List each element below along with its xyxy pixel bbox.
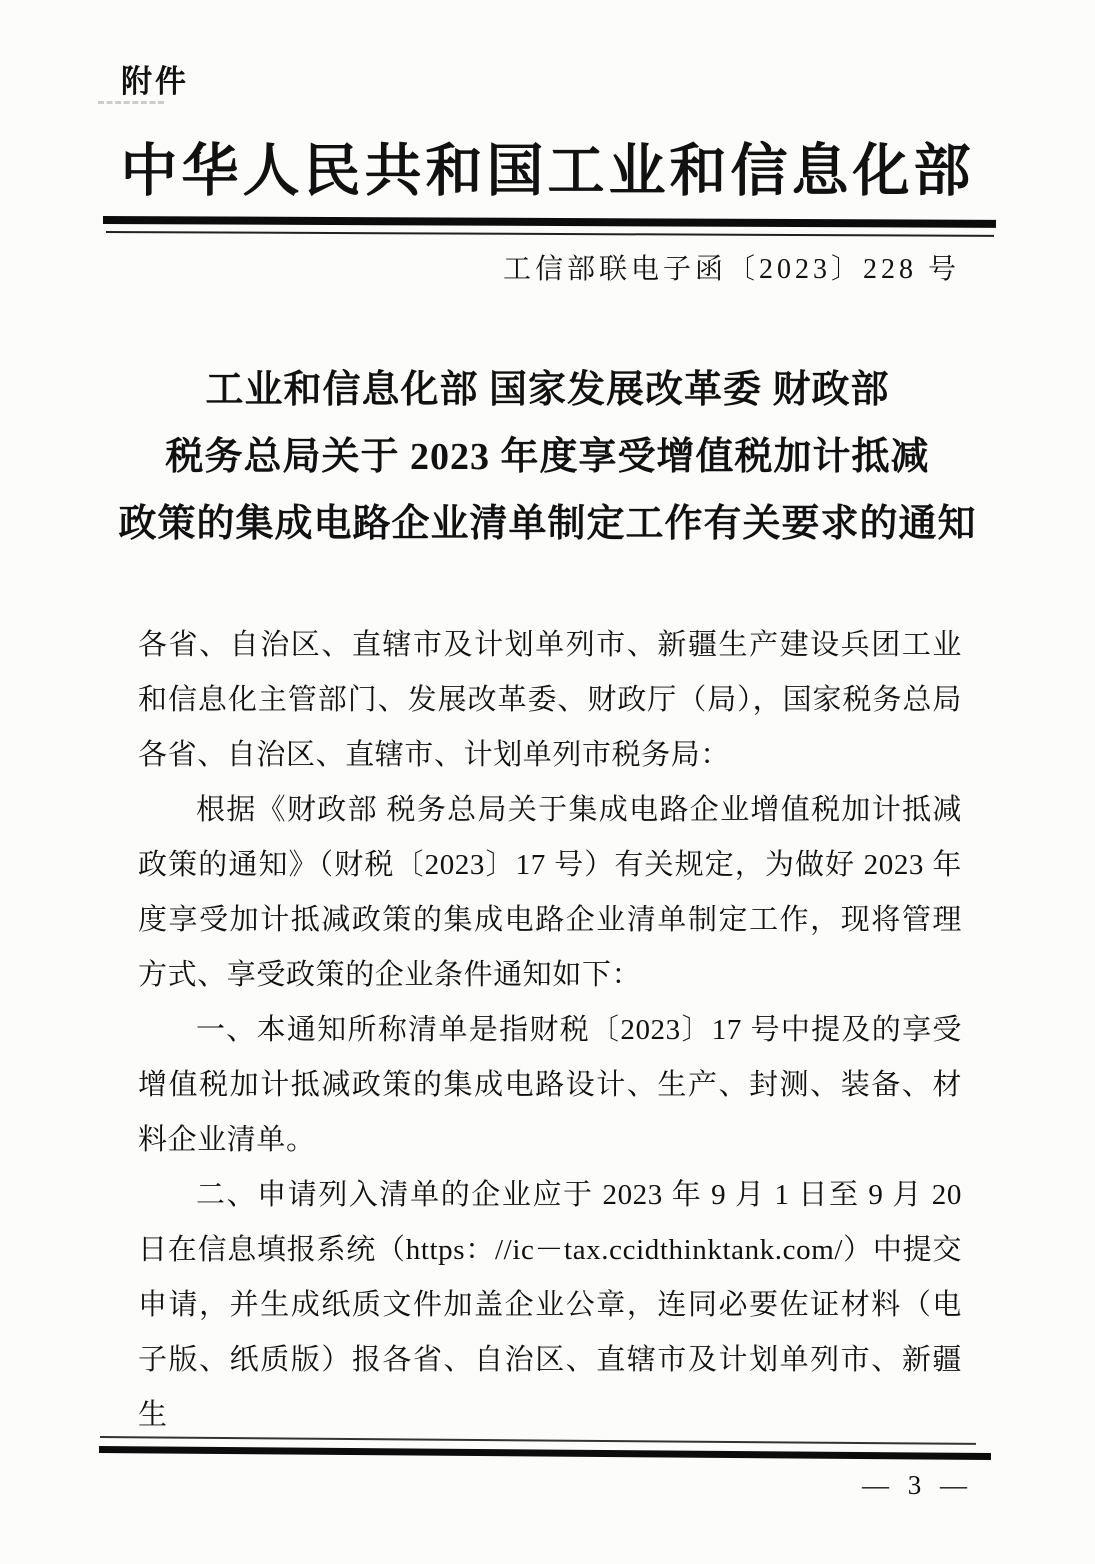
letterhead-org-name: 中华人民共和国工业和信息化部	[120, 140, 975, 203]
document-title-line3: 政策的集成电路企业清单制定工作有关要求的通知	[118, 503, 977, 545]
letterhead-rule-thick	[103, 216, 996, 228]
document-title-line2: 税务总局关于 2023 年度享受增值税加计抵减	[165, 436, 930, 478]
scan-artifact	[98, 101, 164, 104]
salutation-paragraph: 各省、自治区、直辖市及计划单列市、新疆生产建设兵团工业和信息化主管部门、发展改革委、财政厅（局），国家税务总局各省、自治区、直辖市、计划单列市税务局：	[138, 629, 962, 771]
attachment-label: 附件	[121, 64, 189, 99]
letterhead-rule-thin	[106, 231, 994, 237]
document-title	[70, 357, 1025, 558]
body-paragraph: 二、申请列入清单的企业应于 2023 年 9 月 1 日至 9 月 20 日在信息填报系统（https：//ic－tax.ccidthinktank.com/）中提交申请，并生成纸质文件加盖企业公章，连同必要佐证材料（电子版、纸质版）报各省、自治区、直辖市及计划单列市、新疆生	[138, 1179, 962, 1431]
body-paragraph: 一、本通知所称清单是指财税〔2023〕17 号中提及的享受增值税加计抵减政策的集成电路设计、生产、封测、装备、材料企业清单。	[138, 1014, 962, 1156]
document-title-line1: 工业和信息化部 国家发展改革委 财政部	[205, 369, 890, 411]
footer-rule-thick	[99, 1446, 991, 1460]
document-number: 工信部联电子函〔2023〕228 号	[502, 254, 960, 285]
body-paragraph: 根据《财政部 税务总局关于集成电路企业增值税加计抵减政策的通知》（财税〔2023〕17 号）有关规定，为做好 2023 年度享受加计抵减政策的集成电路企业清单制定工作，现将管理方式、享受政策的企业条件通知如下：	[138, 794, 962, 991]
document-body	[138, 618, 962, 1443]
page-number: — 3 —	[862, 1470, 973, 1500]
